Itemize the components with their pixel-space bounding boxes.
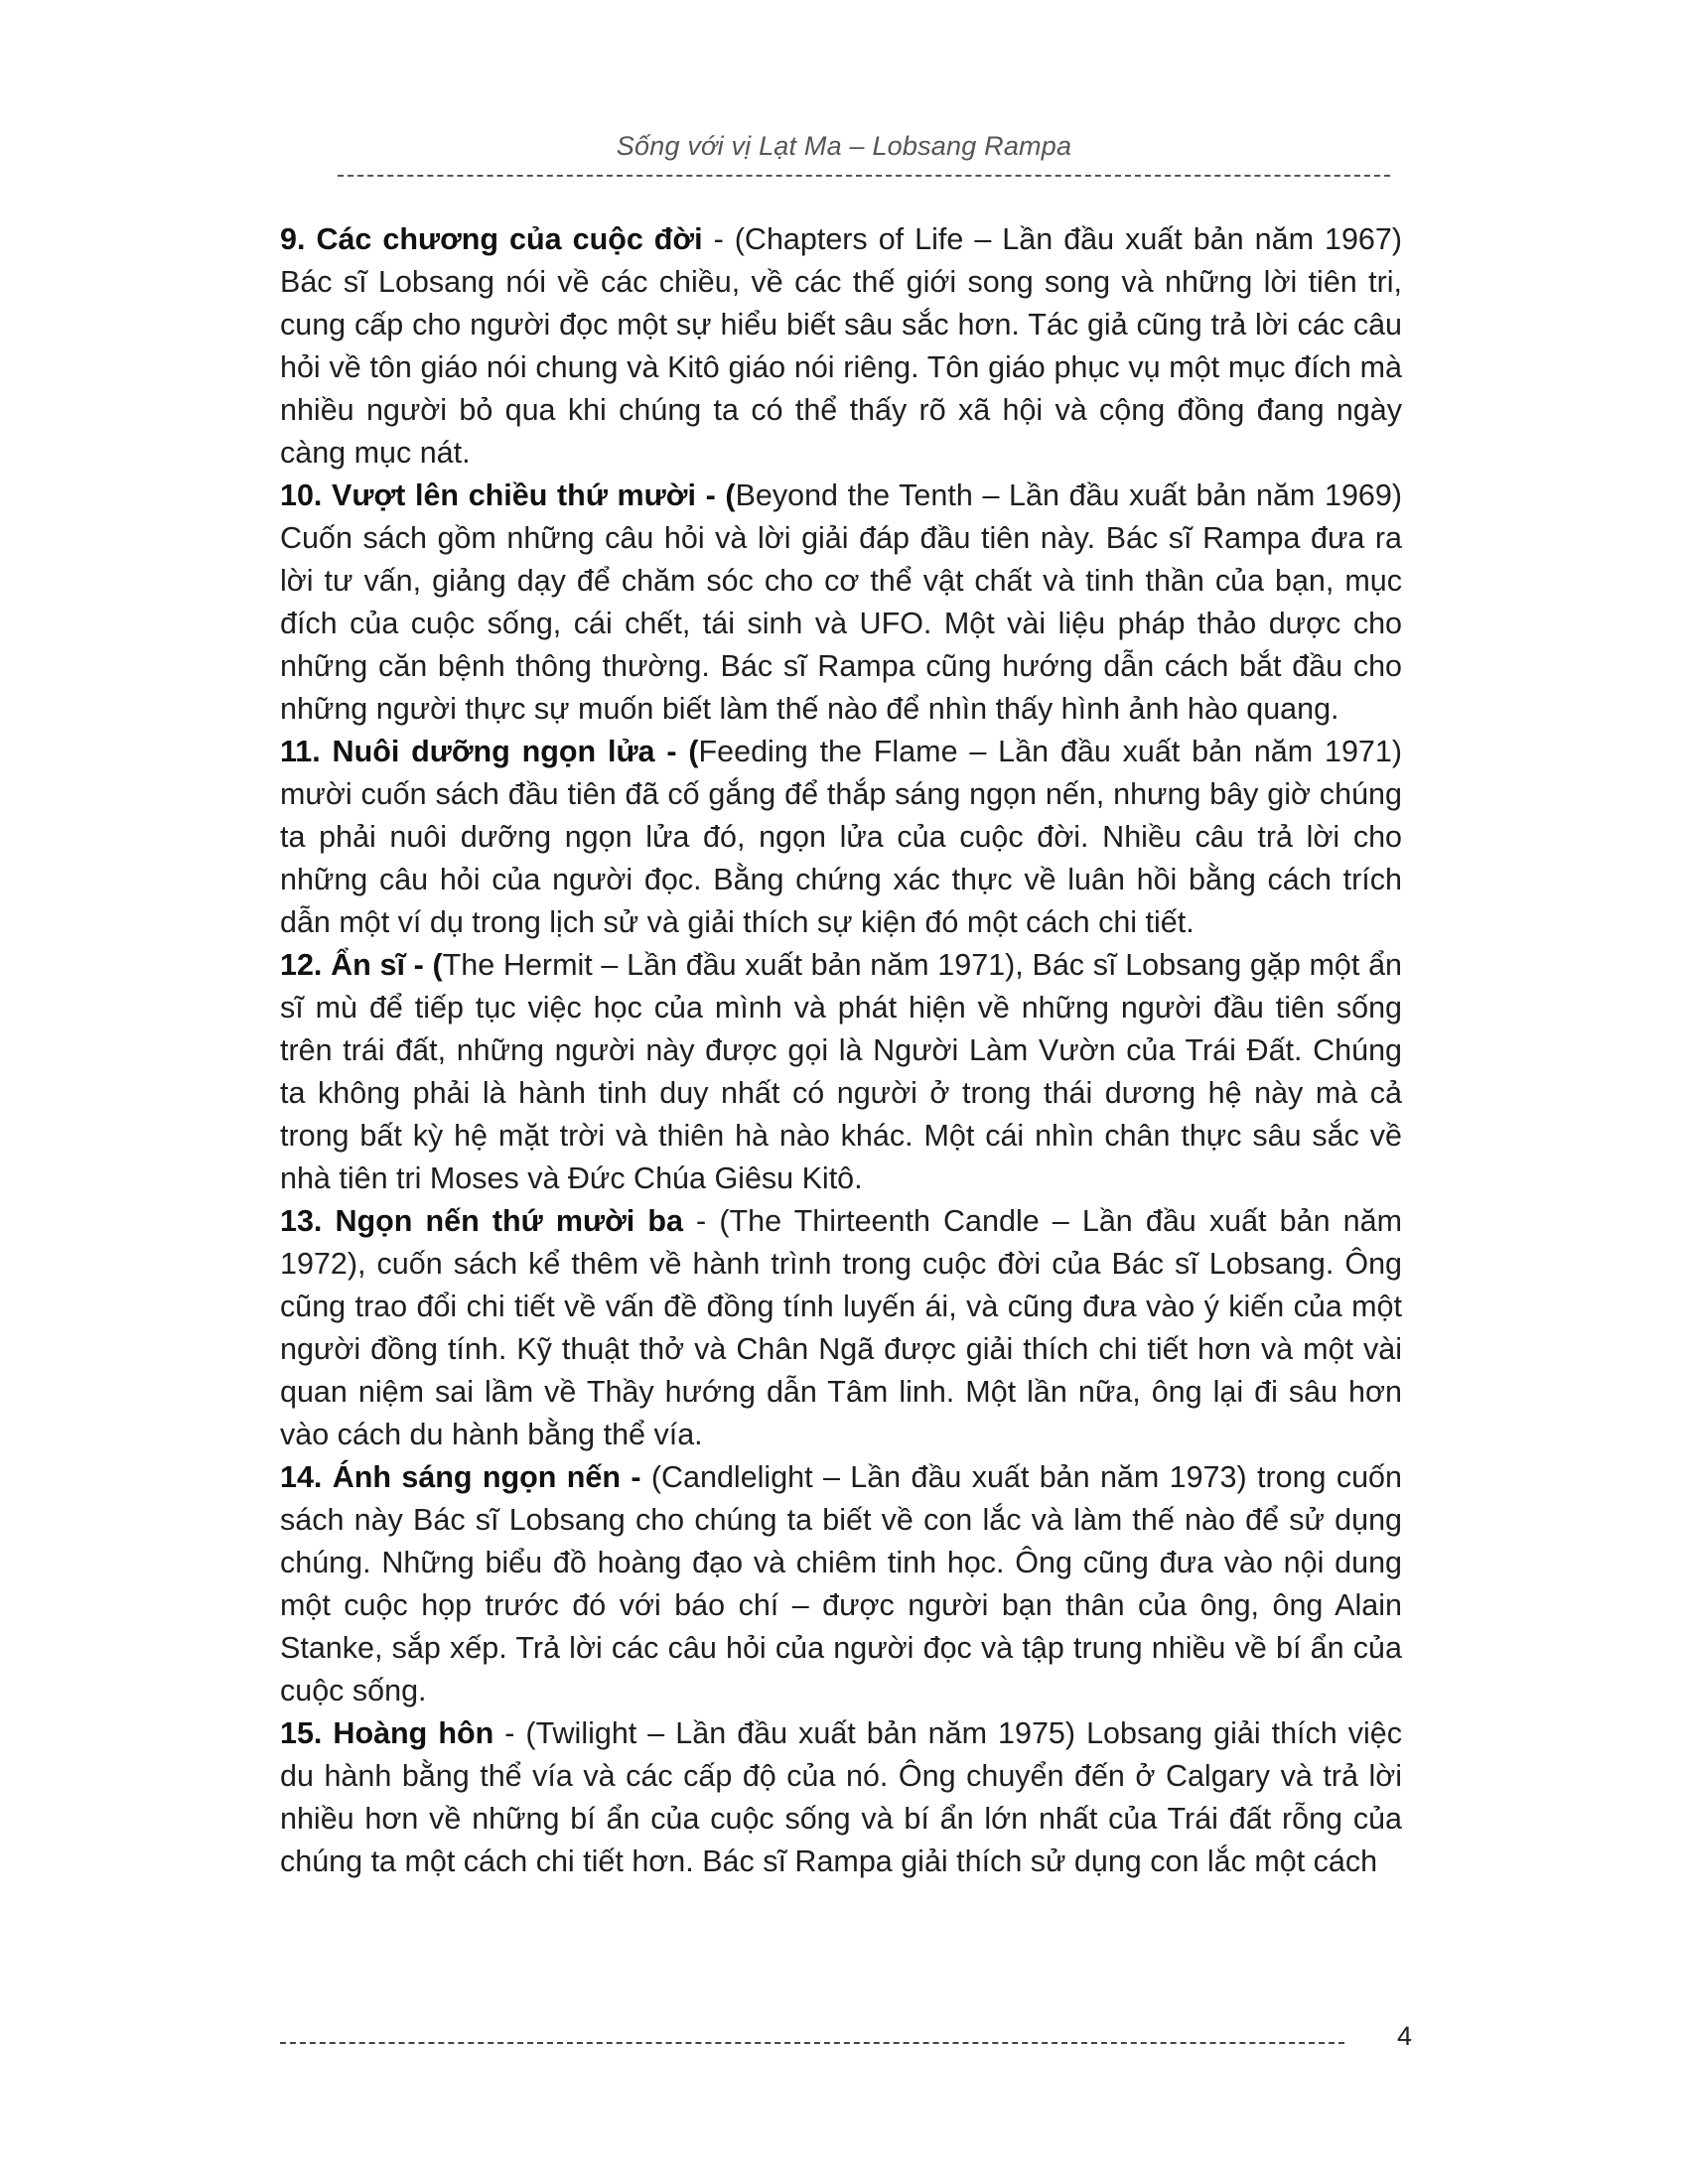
entry-title: 15. Hoàng hôn xyxy=(280,1716,494,1750)
entry-text: - (Chapters of Life – Lần đầu xuất bản năm 1967) Bác sĩ Lobsang nói về các chiều, về các thế giới song song và những lời tiên tri, cung cấp cho người đọc một sự hiểu biết sâu sắc hơn. Tác giả cũng trả lời các câu hỏi về tôn giáo nói chung và Kitô giáo nói riêng. Tôn giáo phục vụ một mục đích mà nhiều người bỏ qua khi chúng ta có thể thấy rõ xã hội và cộng đồng đang ngày càng mục nát. xyxy=(280,222,1402,470)
entry-title: 14. Ánh sáng ngọn nến - xyxy=(280,1460,641,1494)
header-divider xyxy=(338,175,1390,177)
entry-text: - (Twilight – Lần đầu xuất bản năm 1975) Lobsang giải thích việc du hành bằng thể vía và các cấp độ của nó. Ông chuyển đến ở Calgary và trả lời nhiều hơn về những bí ẩn của cuộc sống và bí ẩn lớn nhất của Trái đất rỗng của chúng ta một cách chi tiết hơn. Bác sĩ Rampa giải thích sử dụng con lắc một cách xyxy=(280,1716,1402,1878)
entry-title: 13. Ngọn nến thứ mười ba xyxy=(280,1204,683,1238)
entry-title: 9. Các chương của cuộc đời xyxy=(280,222,703,256)
book-entry-13 xyxy=(280,1200,1402,1456)
entry-text: Beyond the Tenth – Lần đầu xuất bản năm 1969) Cuốn sách gồm những câu hỏi và lời giải đáp đầu tiên này. Bác sĩ Rampa đưa ra lời tư vấn, giảng dạy để chăm sóc cho cơ thể vật chất và tinh thần của bạn, mục đích của cuộc sống, cái chết, tái sinh và UFO. Một vài liệu pháp thảo dược cho những căn bệnh thông thường. Bác sĩ Rampa cũng hướng dẫn cách bắt đầu cho những người thực sự muốn biết làm thế nào để nhìn thấy hình ảnh hào quang. xyxy=(280,478,1402,726)
book-entry-11 xyxy=(280,731,1402,944)
running-header-title: Sống với vị Lạt Ma – Lobsang Rampa xyxy=(616,131,1072,161)
entry-title: 12. Ẩn sĩ - ( xyxy=(280,948,443,982)
book-entry-10 xyxy=(280,475,1402,731)
entry-text: The Hermit – Lần đầu xuất bản năm 1971), Bác sĩ Lobsang gặp một ẩn sĩ mù để tiếp tục việc học của mình và phát hiện về những người đầu tiên sống trên trái đất, những người này được gọi là Người Làm Vườn của Trái Đất. Chúng ta không phải là hành tinh duy nhất có người ở trong thái dương hệ này mà cả trong bất kỳ hệ mặt trời và thiên hà nào khác. Một cái nhìn chân thực sâu sắc về nhà tiên tri Moses và Đức Chúa Giêsu Kitô. xyxy=(280,948,1403,1195)
entry-text: - (The Thirteenth Candle – Lần đầu xuất bản năm 1972), cuốn sách kể thêm về hành trình trong cuộc đời của Bác sĩ Lobsang. Ông cũng trao đổi chi tiết về vấn đề đồng tính luyến ái, và cũng đưa vào ý kiến của một người đồng tính. Kỹ thuật thở và Chân Ngã được giải thích chi tiết hơn và một vài quan niệm sai lầm về Thầy hướng dẫn Tâm linh. Một lần nữa, ông lại đi sâu hơn vào cách du hành bằng thể vía. xyxy=(280,1204,1402,1451)
entry-text: (Candlelight – Lần đầu xuất bản năm 1973) trong cuốn sách này Bác sĩ Lobsang cho chúng ta biết về con lắc và làm thế nào để sử dụng chúng. Những biểu đồ hoàng đạo và chiêm tinh học. Ông cũng đưa vào nội dung một cuộc họp trước đó với báo chí – được người bạn thân của ông, ông Alain Stanke, sắp xếp. Trả lời các câu hỏi của người đọc và tập trung nhiều về bí ẩn của cuộc sống. xyxy=(280,1460,1402,1707)
book-entry-14 xyxy=(280,1456,1402,1712)
book-entry-15 xyxy=(280,1712,1402,1883)
page-number: 4 xyxy=(1396,2021,1412,2051)
entry-text: Feeding the Flame – Lần đầu xuất bản năm 1971) mười cuốn sách đầu tiên đã cố gắng để thắp sáng ngọn nến, nhưng bây giờ chúng ta phải nuôi dưỡng ngọn lửa đó, ngọn lửa của cuộc đời. Nhiều câu trả lời cho những câu hỏi của người đọc. Bằng chứng xác thực về luân hồi bằng cách trích dẫn một ví dụ trong lịch sử và giải thích sự kiện đó một cách chi tiết. xyxy=(280,735,1402,939)
entry-title: 11. Nuôi dưỡng ngọn lửa - ( xyxy=(280,735,699,768)
entry-title: 10. Vượt lên chiều thứ mười - ( xyxy=(280,478,736,512)
book-entry-12 xyxy=(280,944,1402,1200)
book-entry-9 xyxy=(280,218,1402,475)
footer-divider xyxy=(280,2042,1344,2044)
page-body xyxy=(280,218,1402,1883)
